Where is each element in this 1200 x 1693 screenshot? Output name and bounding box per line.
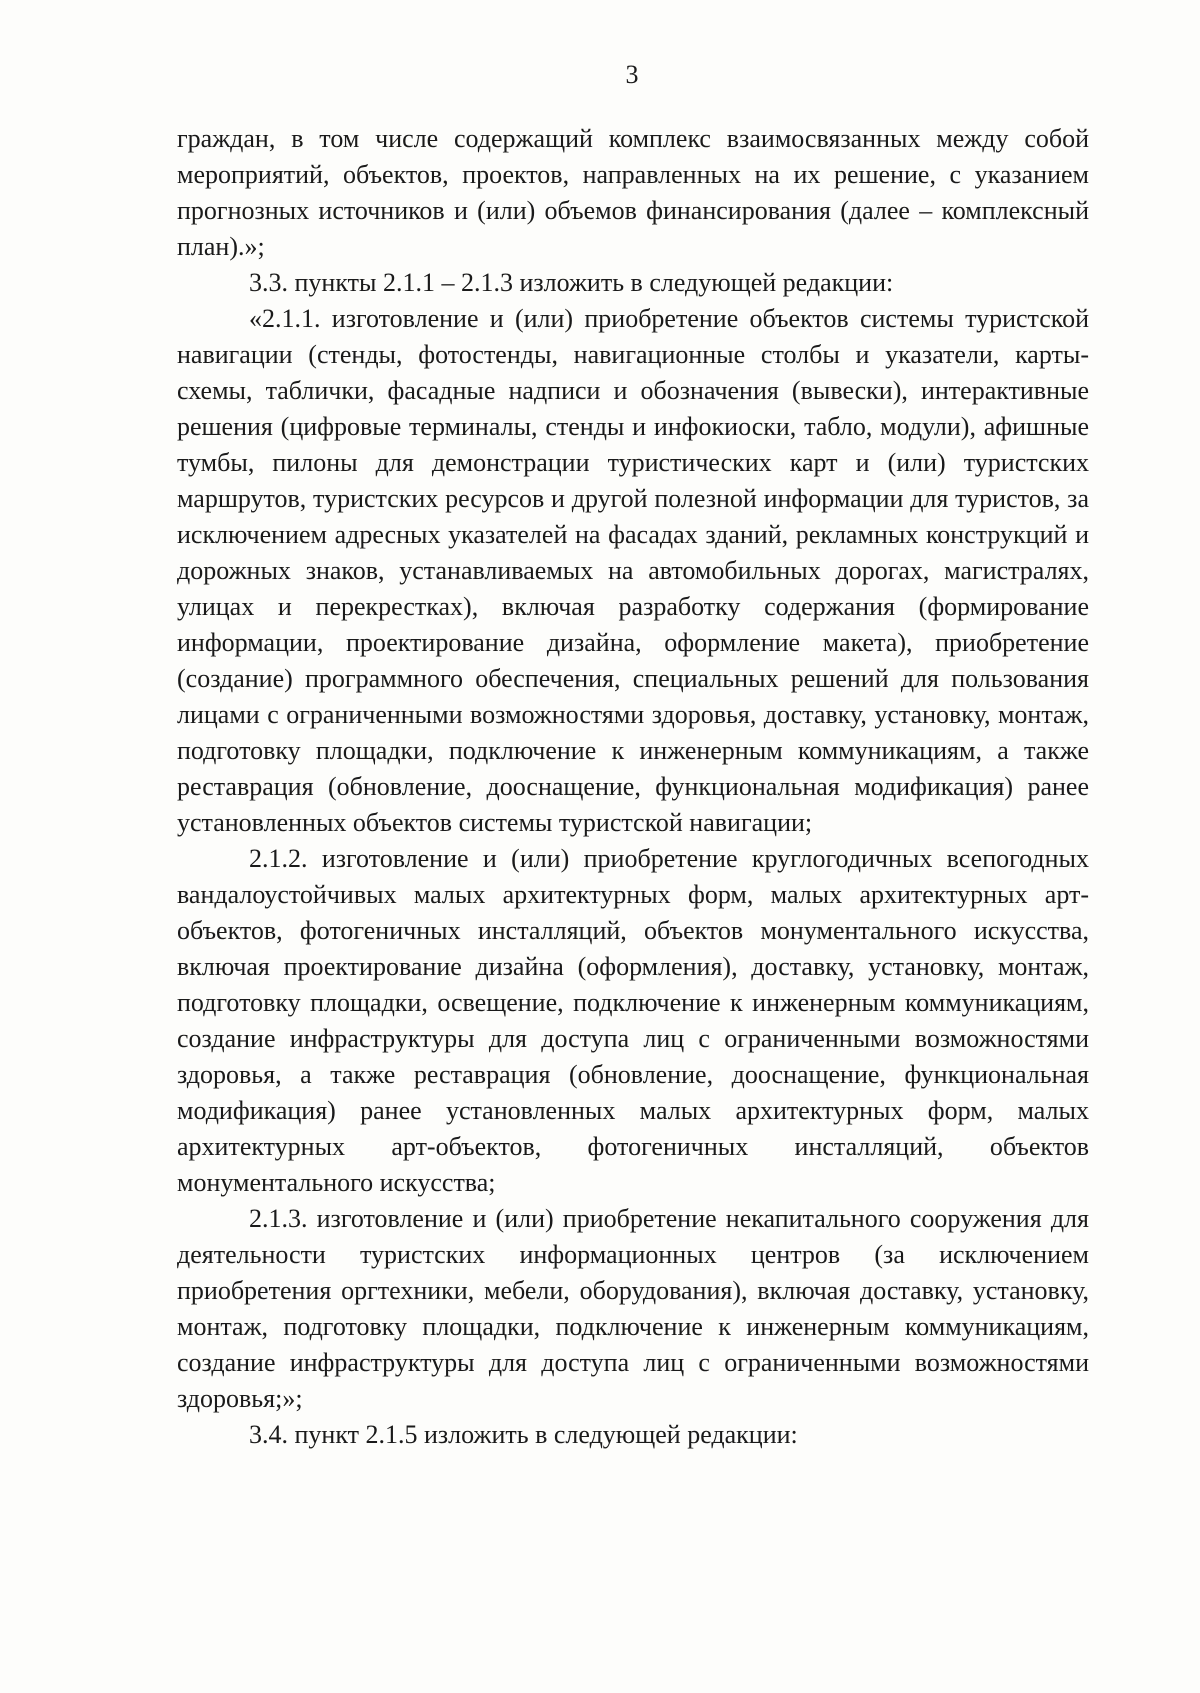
paragraph-item-2-1-2: 2.1.2. изготовление и (или) приобретение круглогодичных всепогодных вандалоустойчивых малых архитектурных форм, малых архитектурных арт-объектов, фотогеничных инсталляций, объектов монументального искусства, включая проектирование дизайна (оформления), доставку, установку, монтаж, подготовку площадки, освещение, подключение к инженерным коммуникациям, создание инфраструктуры для доступа лиц с ограниченными возможностями здоровья, а также реставрация (обновление, дооснащение, функциональная модификация) ранее установленных малых архитектурных форм, малых архитектурных арт-объектов, фотогеничных инсталляций, объектов монументального искусства; bbox=[177, 844, 1089, 1197]
paragraph-item-2-1-3: 2.1.3. изготовление и (или) приобретение некапитального сооружения для деятельности туристских информационных центров (за исключением приобретения оргтехники, мебели, оборудования), включая доставку, установку, монтаж, подготовку площадки, подключение к инженерным коммуникациям, создание инфраструктуры для доступа лиц с ограниченными возможностями здоровья;»; bbox=[177, 1204, 1089, 1413]
paragraph-continuation: граждан, в том числе содержащий комплекс взаимосвязанных между собой мероприятий, объектов, проектов, направленных на их решение, с указанием прогнозных источников и (или) объемов финансирования (далее – комплексный план).»; bbox=[177, 124, 1089, 261]
paragraph-item-3-4: 3.4. пункт 2.1.5 изложить в следующей редакции: bbox=[249, 1420, 798, 1449]
paragraph-item-3-3: 3.3. пункты 2.1.1 – 2.1.3 изложить в следующей редакции: bbox=[249, 268, 894, 297]
page-number: 3 bbox=[625, 60, 639, 89]
paragraph-item-2-1-1: «2.1.1. изготовление и (или) приобретение объектов системы туристской навигации (стенды, фотостенды, навигационные столбы и указатели, карты-схемы, таблички, фасадные надписи и обозначения (вывески), интерактивные решения (цифровые терминалы, стенды и инфокиоски, табло, модули), афишные тумбы, пилоны для демонстрации туристических карт и (или) туристских маршрутов, туристских ресурсов и другой полезной информации для туристов, за исключением адресных указателей на фасадах зданий, рекламных конструкций и дорожных знаков, устанавливаемых на автомобильных дорогах, магистралях, улицах и перекрестках), включая разработку содержания (формирование информации, проектирование дизайна, оформление макета), приобретение (создание) программного обеспечения, специальных решений для пользования лицами с ограниченными возможностями здоровья, доставку, установку, монтаж, подготовку площадки, подключение к инженерным коммуникациям, а также реставрация (обновление, дооснащение, функциональная модификация) ранее установленных объектов системы туристской навигации; bbox=[177, 304, 1089, 837]
document-body bbox=[177, 121, 1089, 1453]
